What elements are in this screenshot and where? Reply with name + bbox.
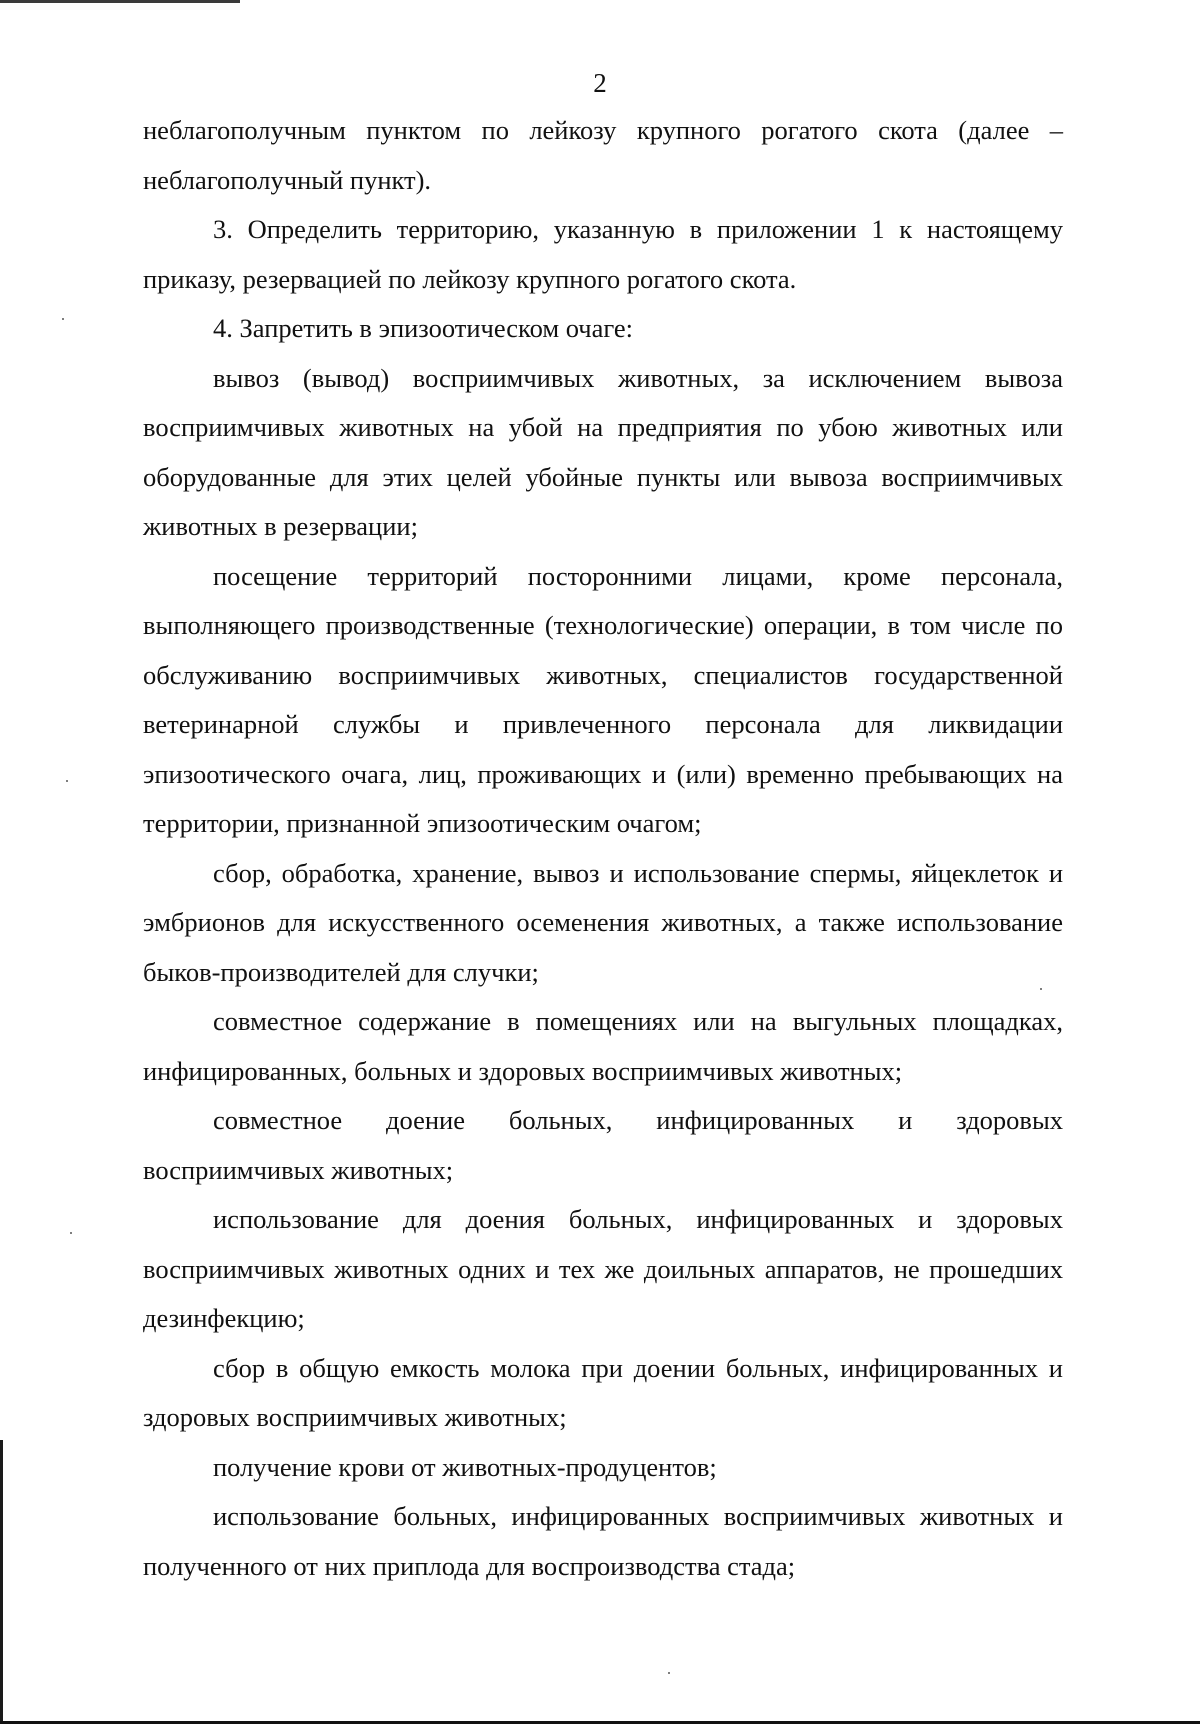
scan-edge-left — [0, 1440, 3, 1724]
scan-speck — [70, 1232, 72, 1234]
prohibition-joint-milking: совместное доение больных, инфицированных и здоровых восприимчивых животных; — [143, 1105, 1063, 1185]
paragraph-item-3: 3. Определить территорию, указанную в приложении 1 к настоящему приказу, резервацией по лейкозу крупного рогатого скота. — [143, 214, 1063, 294]
paragraph-continuation: неблагополучным пунктом по лейкозу крупного рогатого скота (далее – неблагополучный пункт). — [143, 115, 1063, 195]
page-number: 2 — [593, 68, 607, 98]
prohibition-export: вывоз (вывод) восприимчивых животных, за исключением вывоза восприимчивых животных на убой на предприятия по убою животных или оборудованные для этих целей убойные пункты или вывоза восприимчивых животных в резервации; — [143, 362, 1063, 541]
paragraph-item-4: 4. Запретить в эпизоотическом очаге: — [213, 313, 634, 343]
scan-speck — [1040, 988, 1042, 990]
prohibition-milk-collection: сбор в общую емкость молока при доении больных, инфицированных и здоровых восприимчивых животных; — [143, 1352, 1063, 1432]
prohibition-visits: посещение территорий посторонними лицами, кроме персонала, выполняющего производственные (технологические) операции, в том числе по обслуживанию восприимчивых животных, специалистов государственной ветеринарной службы и привлеченного персонала для ликвидации эпизоотического очага, лиц, проживающих и (или) временно пребывающих на территории, признанной эпизоотическим очагом; — [143, 560, 1063, 838]
document-body — [143, 106, 1063, 1591]
scan-speck — [62, 318, 64, 320]
prohibition-blood: получение крови от животных-продуцентов; — [213, 1451, 717, 1482]
scan-edge-top — [0, 0, 240, 3]
prohibition-joint-keeping: совместное содержание в помещениях или на выгульных площадках, инфицированных, больных и здоровых восприимчивых животных; — [143, 1006, 1063, 1086]
scan-speck — [66, 780, 68, 782]
prohibition-shared-apparatus: использование для доения больных, инфицированных и здоровых восприимчивых животных одних и тех же доильных аппаратов, не прошедших дезинфекцию; — [143, 1204, 1063, 1333]
prohibition-semen: сбор, обработка, хранение, вывоз и использование спермы, яйцеклеток и эмбрионов для искусственного осеменения животных, а также использование быков-производителей для случки; — [143, 857, 1063, 987]
scan-speck — [668, 1672, 670, 1674]
prohibition-breeding: использование больных, инфицированных восприимчивых животных и полученного от них приплода для воспроизводства стада; — [143, 1501, 1063, 1581]
